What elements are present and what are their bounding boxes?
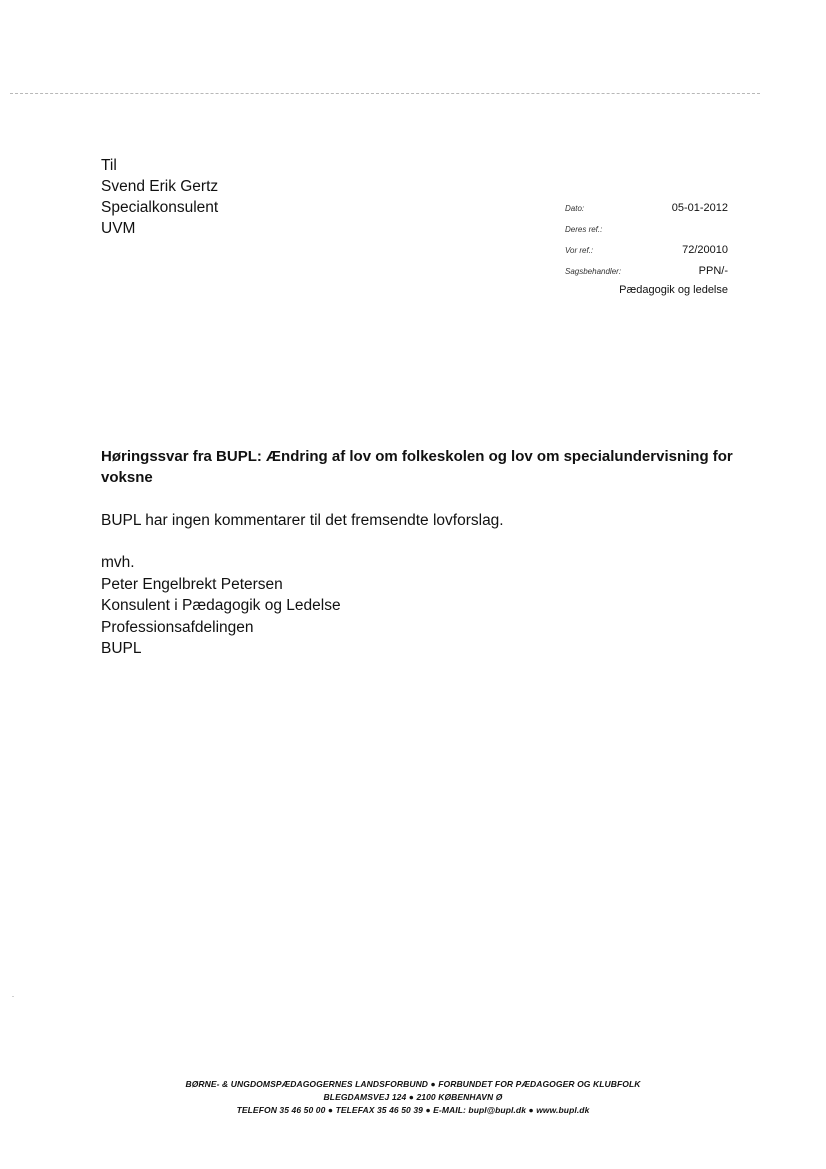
recipient-organization: UVM — [101, 220, 136, 237]
recipient-line: Til — [101, 157, 117, 174]
footer-contact: TELEFON 35 46 50 00 ● TELEFAX 35 46 50 39 ● E-MAIL: bupl@bupl.dk ● www.bupl.dk — [236, 1105, 590, 1115]
signer-title: Konsulent i Pædagogik og Ledelse — [101, 597, 341, 614]
signature-block — [101, 552, 341, 660]
recipient-title: Specialkonsulent — [101, 199, 219, 216]
footer-organization: BØRNE- & UNGDOMSPÆDAGOGERNES LANDSFORBUND ● FORBUNDET FOR PÆDAGOGER OG KLUBFOLK — [185, 1079, 641, 1089]
scan-artifact-line — [10, 93, 760, 94]
date-row — [565, 200, 728, 221]
recipient-block — [101, 155, 218, 239]
subject-heading: Høringssvar fra BUPL: Ændring af lov om folkeskolen og lov om specialundervisning for voksne — [101, 448, 733, 486]
reference-block — [565, 200, 728, 296]
body-paragraph: BUPL har ingen kommentarer til det fremsendte lovforslag. — [101, 512, 504, 529]
signer-department: Professionsafdelingen — [101, 618, 254, 636]
our-ref-label: Vor ref.: — [565, 246, 594, 255]
letterhead-footer — [0, 1078, 826, 1117]
recipient-name: Svend Erik Gertz — [101, 178, 219, 195]
department: Pædagogik og ledelse — [619, 284, 728, 296]
signer-organization: BUPL — [101, 640, 142, 657]
handler-label: Sagsbehandler: — [565, 267, 622, 276]
signer-name: Peter Engelbrekt Petersen — [101, 575, 283, 593]
your-ref-row — [565, 221, 728, 242]
handler-value: PPN/- — [698, 265, 728, 277]
footer-address: BLEGDAMSVEJ 124 ● 2100 KØBENHAVN Ø — [323, 1092, 503, 1102]
your-ref-label: Deres ref.: — [565, 225, 603, 234]
our-ref-value: 72/20010 — [682, 244, 728, 256]
closing: mvh. — [101, 554, 135, 571]
handler-row — [565, 263, 728, 284]
our-ref-row — [565, 242, 728, 263]
scan-speck — [12, 996, 14, 997]
date-value: 05-01-2012 — [671, 202, 728, 214]
date-label: Dato: — [565, 204, 585, 213]
